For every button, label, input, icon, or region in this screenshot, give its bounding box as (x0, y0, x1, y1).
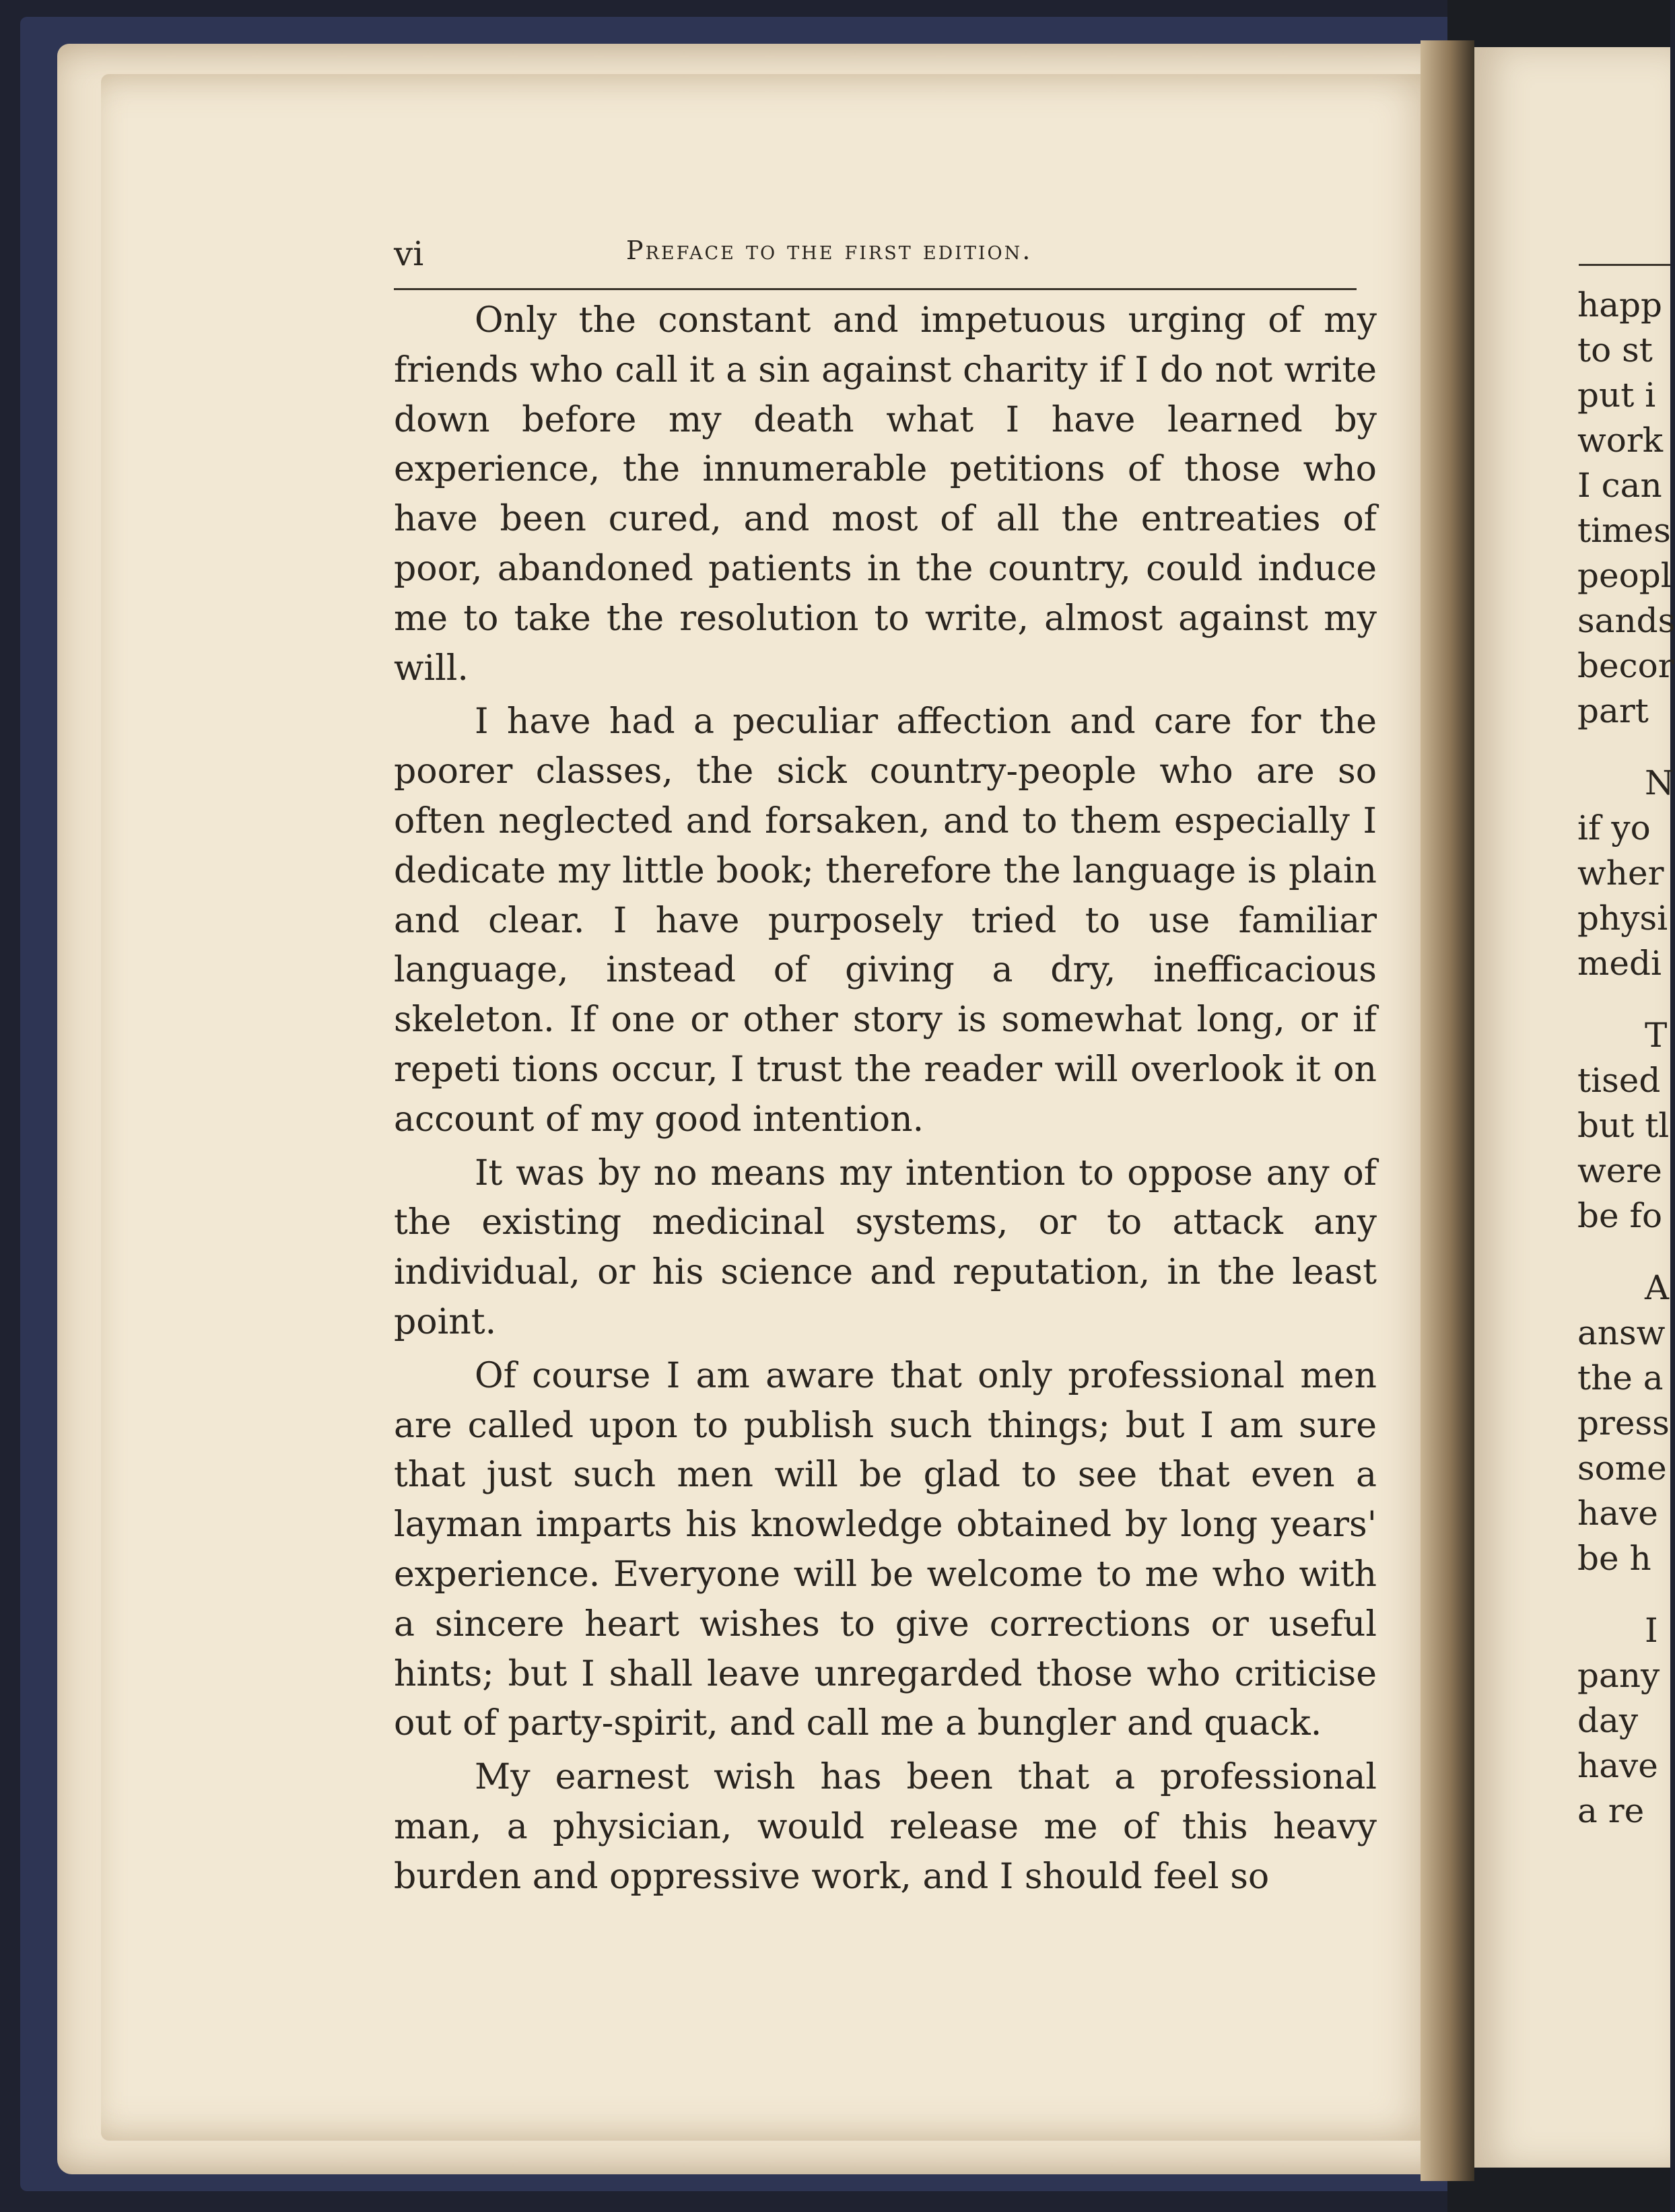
right-line: physi (1577, 899, 1668, 938)
right-line: part (1577, 691, 1649, 730)
right-line: peopl (1577, 556, 1672, 595)
right-line: wher (1577, 854, 1664, 893)
right-line: be fo (1577, 1196, 1663, 1235)
right-page-text (1577, 283, 1675, 1834)
right-line: happ (1577, 285, 1663, 324)
right-line: a re (1577, 1791, 1645, 1830)
right-line: some (1577, 1449, 1667, 1488)
right-line: I can (1577, 466, 1662, 505)
right-line: pany (1577, 1656, 1660, 1695)
right-line: answ (1577, 1313, 1666, 1352)
right-line: have (1577, 1746, 1658, 1785)
right-line: A (1645, 1268, 1670, 1307)
right-line: sands (1577, 601, 1675, 640)
paragraph: Of course I am aware that only professional men are called upon to publish such things; but I am sure that just such men will be glad to see that even a layman imparts his knowledge obtained by long years' experience. Everyone will be welcome to me who with a sincere heart wishes to give corrections or useful hints; but I shall leave unregarded those who criticise out of party-spirit, and call me a bungler and quack. (394, 1355, 1377, 1744)
right-line: to st (1577, 331, 1653, 370)
right-line: the a (1577, 1358, 1664, 1397)
right-line: have (1577, 1494, 1658, 1533)
running-head (394, 229, 1357, 276)
right-page-header-rule (1579, 264, 1670, 266)
right-line: day (1577, 1701, 1639, 1740)
right-line: becor (1577, 646, 1674, 685)
right-line: but tl (1577, 1106, 1670, 1145)
right-line: were (1577, 1151, 1662, 1190)
right-line: be h (1577, 1539, 1651, 1578)
preface-body (394, 296, 1377, 1906)
right-line: times (1577, 511, 1671, 550)
paragraph: Only the constant and impetuous urging of my friends who call it a sin against charity if I do not write down before my death what I have learned by experience, the innumerable petitions of those who have been cured, and most of all the entreaties of poor, abandoned patients in the country, could induce me to take the resolution to write, almost against my will. (394, 300, 1377, 689)
right-line: medi (1577, 944, 1662, 983)
paragraph: I have had a peculiar affection and care for the poorer classes, the sick country-people who are so often neglected and forsaken, and to them especially I dedicate my little book; therefore the language is plain and clear. I have purposely tried to use familiar language, instead of giving a dry, inefficacious skeleton. If one or other story is somewhat long, or if repeti tions occur, I trust the reader will overlook it on account of my good intention. (394, 701, 1377, 1140)
right-line: tised (1577, 1061, 1661, 1100)
right-line: T (1645, 1016, 1668, 1055)
right-line: work (1577, 421, 1664, 460)
paragraph: It was by no means my intention to oppose any of the existing medicinal systems, or to attack any individual, or his science and reputation, in the least point. (394, 1152, 1377, 1342)
page-number: vi (394, 234, 424, 273)
right-line: put i (1577, 376, 1656, 415)
paragraph: My earnest wish has been that a professional man, a physician, would release me of this heavy burden and oppressive work, and I should feel so (394, 1757, 1377, 1897)
right-line: if yo (1577, 808, 1651, 848)
header-rule (394, 288, 1357, 290)
right-line: I (1645, 1611, 1658, 1650)
right-line: press (1577, 1404, 1670, 1443)
right-line: N (1645, 763, 1674, 802)
running-head-title: Preface to the first edition. (626, 236, 1033, 265)
book-gutter (1421, 40, 1474, 2181)
